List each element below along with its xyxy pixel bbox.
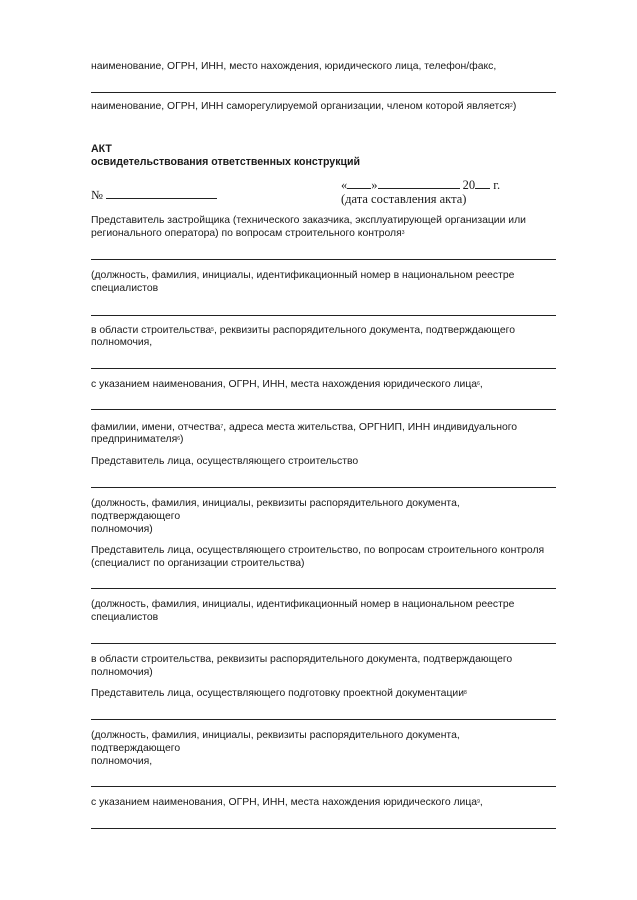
legal-entity-caption: с указанием наименования, ОГРН, ИНН, места нахождения юридического лица$^6$,	[91, 379, 483, 390]
designer-position-caption-3: полномочия,	[91, 756, 153, 767]
act-date-caption: (дата составления акта)	[341, 192, 467, 206]
designer-position-caption-1: (должность, фамилия, инициалы, реквизиты распорядительного документа,	[91, 730, 460, 741]
position-caption-2: специалистов	[91, 283, 159, 294]
blank-line	[91, 368, 556, 369]
builder-position-caption-2: подтверждающего	[91, 511, 181, 522]
entrepreneur-caption-1: фамилии, имени, отчества$^7$, адреса места жительства, ОРГНИП, ИНН индивидуального	[91, 422, 518, 433]
builder-position-caption-1: (должность, фамилия, инициалы, реквизиты распорядительного документа,	[91, 498, 460, 509]
blank-line	[91, 588, 556, 589]
act-date: « » 20 г.	[341, 178, 501, 192]
date-year-field[interactable]	[475, 178, 490, 189]
header-org-caption: наименование, ОГРН, ИНН, место нахождения, юридического лица, телефон/факс,	[91, 61, 497, 72]
designer-position-caption-2: подтверждающего	[91, 743, 181, 754]
builder-rep-text: Представитель лица, осуществляющего строительство	[91, 456, 359, 467]
blank-line	[91, 315, 556, 316]
builder-control-rep-text-2: (специалист по организации строительства)	[91, 558, 305, 569]
entrepreneur-caption-2: предпринимателя$^6$)	[91, 434, 184, 445]
date-month-field[interactable]	[378, 178, 460, 189]
header-blank-line	[91, 92, 556, 93]
act-number: №	[91, 188, 217, 201]
specialist-authority-caption-1: в области строительства, реквизиты распорядительного документа, подтверждающего	[91, 654, 513, 665]
blank-line	[91, 643, 556, 644]
act-number-field[interactable]	[106, 188, 217, 199]
blank-line	[91, 259, 556, 260]
developer-rep-text-2: регионального оператора) по вопросам строительного контроля$^3$	[91, 228, 405, 239]
authority-caption-2: полномочия,	[91, 337, 153, 348]
authority-caption-1: в области строительства$^5$, реквизиты распорядительного документа, подтверждающего	[91, 325, 515, 336]
builder-control-rep-text-1: Представитель лица, осуществляющего строительство, по вопросам строительного контроля	[91, 545, 545, 556]
blank-line	[91, 487, 556, 488]
builder-position-caption-3: полномочия)	[91, 524, 153, 535]
blank-line	[91, 828, 556, 829]
act-title: АКТ	[91, 143, 112, 155]
specialist-position-caption-1: (должность, фамилия, инициалы, идентификационный номер в национальном реестре	[91, 599, 515, 610]
blank-line	[91, 409, 556, 410]
act-subtitle: освидетельствования ответственных конструкций	[91, 156, 361, 168]
date-day-field[interactable]	[347, 178, 371, 189]
blank-line	[91, 719, 556, 720]
designer-rep-text: Представитель лица, осуществляющего подготовку проектной документации$^8$	[91, 688, 467, 699]
position-caption-1: (должность, фамилия, инициалы, идентификационный номер в национальном реестре	[91, 270, 515, 281]
specialist-authority-caption-2: полномочия)	[91, 667, 153, 678]
specialist-position-caption-2: специалистов	[91, 612, 159, 623]
blank-line	[91, 786, 556, 787]
designer-legal-entity-caption: с указанием наименования, ОГРН, ИНН, места нахождения юридического лица$^9$,	[91, 797, 483, 808]
developer-rep-text-1: Представитель застройщика (технического заказчика, эксплуатирующей организации или	[91, 215, 526, 226]
sro-caption: наименование, ОГРН, ИНН саморегулируемой организации, членом которой является$^2$)	[91, 101, 517, 112]
